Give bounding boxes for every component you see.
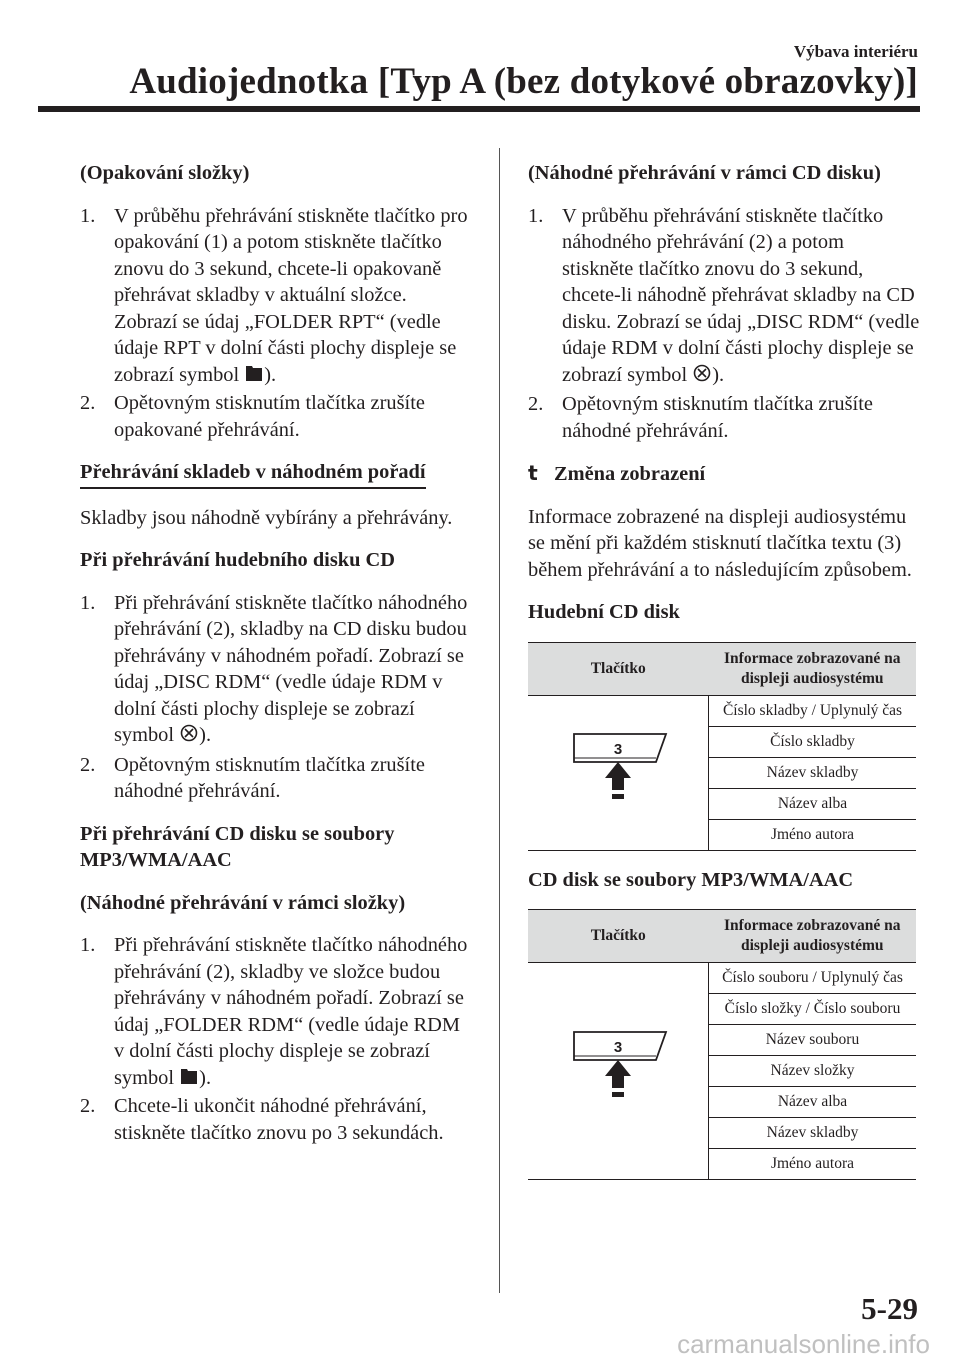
column-divider xyxy=(499,148,500,1293)
watermark: carmanualsonline.info xyxy=(677,1329,930,1359)
page-number: 5-29 xyxy=(861,1291,918,1326)
table2-title: CD disk se soubory MP3/WMA/AAC xyxy=(528,868,854,891)
table-header-info: Informace zobrazované na displeji audiosystému xyxy=(709,642,917,695)
header-rule xyxy=(38,106,920,112)
button-number: 3 xyxy=(613,1039,623,1056)
step-item xyxy=(80,932,474,1093)
step-text: Opětovným stisknutím tlačítka zrušíte náhodné přehrávání. xyxy=(562,393,873,442)
right-column xyxy=(528,160,920,1196)
table1-title: Hudební CD disk xyxy=(528,601,680,623)
section-marker: t xyxy=(528,461,538,485)
cd-info-table xyxy=(528,642,916,851)
folder-random-steps xyxy=(80,932,474,1146)
cd-heading: Při přehrávání hudebního disku CD xyxy=(80,549,396,571)
step-text: Opětovným stisknutím tlačítka zrušíte náhodné přehrávání. xyxy=(114,753,425,802)
info-row: Název souboru xyxy=(709,1025,917,1056)
info-row: Název skladby xyxy=(709,757,917,788)
step-item xyxy=(80,203,474,391)
step-text-end: ). xyxy=(264,363,277,386)
info-row: Jméno autora xyxy=(709,819,917,850)
section-label: Výbava interiéru xyxy=(793,42,918,61)
step-text: Při přehrávání stiskněte tlačítko náhodného přehrávání (2), skladby na CD disku budou přehrávány v náhodném pořadí. Zobrazí se údaj „DISC RDM“ (vedle údaje RDM v dolní části plochy displeje se zobrazí symbol xyxy=(114,591,468,746)
step-text-end: ). xyxy=(712,363,725,386)
table-header-info: Informace zobrazované na displeji audiosystému xyxy=(709,910,917,963)
step-item xyxy=(80,752,474,805)
info-row: Název skladby xyxy=(709,1118,917,1149)
folder-repeat-steps xyxy=(80,203,474,444)
table-header-button: Tlačítko xyxy=(528,642,709,695)
info-row: Název alba xyxy=(709,1087,917,1118)
step-item xyxy=(528,391,920,444)
disc-random-steps xyxy=(528,203,920,445)
step-text: V průběhu přehrávání stiskněte tlačítko pro opakování (1) a potom stiskněte tlačítko znovu do 3 sekund, chcete-li opakovaně přehrávat skladby v aktuální složce. Zobrazí se údaj „FOLDER RPT“ (vedle údaje RPT v dolní části plochy displeje se zobrazí symbol xyxy=(114,204,468,386)
step-text-end: ). xyxy=(199,1066,212,1089)
step-number: 2. xyxy=(80,753,96,776)
table-header-button: Tlačítko xyxy=(528,910,709,963)
left-column xyxy=(80,160,474,1162)
random-intro: Skladby jsou náhodně vybírány a přehrávány. xyxy=(80,506,453,529)
step-item xyxy=(80,1093,474,1146)
folder-random-heading: (Náhodné přehrávání v rámci složky) xyxy=(80,891,406,914)
info-row: Číslo skladby xyxy=(709,726,917,757)
step-number: 1. xyxy=(80,934,96,956)
step-item xyxy=(80,390,474,443)
display-heading-text: Změna zobrazení xyxy=(554,463,706,485)
step-number: 1. xyxy=(80,591,96,614)
step-text-end: ). xyxy=(199,724,212,746)
info-row: Číslo složky / Číslo souboru xyxy=(709,994,917,1025)
info-row: Název alba xyxy=(709,788,917,819)
step-text: Opětovným stisknutím tlačítka zrušíte opakované přehrávání. xyxy=(114,392,425,441)
display-heading xyxy=(528,460,920,488)
text-button-illustration xyxy=(528,963,709,1180)
button-number: 3 xyxy=(613,740,623,758)
step-number: 2. xyxy=(528,393,544,415)
step-number: 1. xyxy=(80,204,96,227)
mp3-info-table xyxy=(528,909,916,1180)
info-row: Název složky xyxy=(709,1056,917,1087)
step-number: 2. xyxy=(80,392,96,414)
disc-random-heading: (Náhodné přehrávání v rámci CD disku) xyxy=(528,162,881,184)
folder-icon xyxy=(180,1066,198,1094)
step-number: 1. xyxy=(528,204,544,227)
step-number: 2. xyxy=(80,1095,96,1117)
random-heading: Přehrávání skladeb v náhodném pořadí xyxy=(80,459,474,489)
step-text: Při přehrávání stiskněte tlačítko náhodného přehrávání (2), skladby ve složce budou přehrávány v náhodném pořadí. Zobrazí se údaj „FOLDER RDM“ (vedle údaje RDM v dolní části plochy displeje se zobrazí symbol xyxy=(114,934,468,1089)
info-row: Jméno autora xyxy=(709,1149,917,1180)
info-row: Číslo souboru / Uplynulý čas xyxy=(709,963,917,994)
page-title: Audiojednotka [Typ A (bez dotykové obrazovky)] xyxy=(129,61,918,102)
display-intro: Informace zobrazené na displeji audiosystému se mění při každém stisknutí tlačítka textu (3) během přehrávání a to následujícím způsobem. xyxy=(528,505,912,581)
step-item xyxy=(528,203,920,392)
info-row: Číslo skladby / Uplynulý čas xyxy=(709,695,917,726)
cd-steps xyxy=(80,590,474,805)
step-text: V průběhu přehrávání stiskněte tlačítko náhodného přehrávání (2) a potom stiskněte tlačítko znovu do 3 sekund, chcete-li náhodně přehrávat skladby na CD disku. Zobrazí se údaj „DISC RDM“ (vedle údaje RDM v dolní části plochy displeje se zobrazí symbol xyxy=(562,204,920,386)
text-button-illustration xyxy=(528,695,709,850)
step-item xyxy=(80,590,474,752)
disc-random-icon xyxy=(693,362,711,392)
mp3-heading: Při přehrávání CD disku se soubory MP3/WMA/AAC xyxy=(80,822,395,871)
folder-repeat-heading: (Opakování složky) xyxy=(80,162,250,184)
folder-icon xyxy=(245,363,263,391)
step-text: Chcete-li ukončit náhodné přehrávání, stiskněte tlačítko znovu po 3 sekundách. xyxy=(114,1095,444,1144)
disc-random-icon xyxy=(180,722,198,752)
